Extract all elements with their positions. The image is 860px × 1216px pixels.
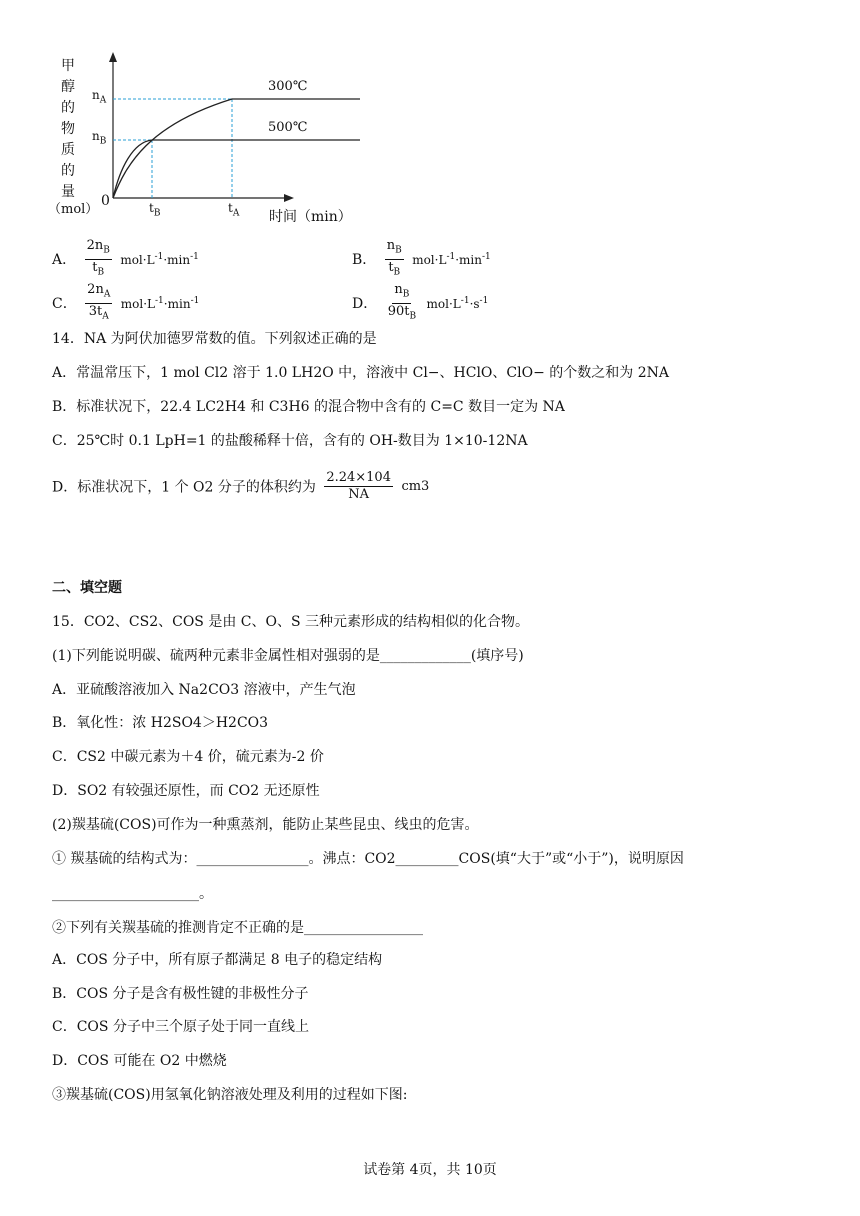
q15-part2-1: ① 羰基硫的结构式为：________________。沸点：CO2_________COS(填“大于”或“小于”)，说明原因 — [52, 851, 684, 867]
q15-part2-2-b: B．COS 分子是含有极性键的非极性分子 — [52, 986, 309, 1002]
q15-stem: 15．CO2、CS2、COS 是由 C、O、S 三种元素形成的结构相似的化合物。 — [52, 614, 530, 630]
q15-part1-b: B．氧化性：浓 H2SO4＞H2CO3 — [52, 715, 269, 731]
q15-part2-2: ②下列有关羰基硫的推测肯定不正确的是_________________ — [52, 920, 423, 936]
q15-part1-c: C．CS2 中碳元素为＋4 价，硫元素为-2 价 — [52, 749, 324, 765]
q15-part2-2-d: D．COS 可能在 O2 中燃烧 — [52, 1053, 227, 1069]
section-title: 二、填空题 — [52, 580, 122, 596]
q15-part2-3: ③羰基硫(COS)用氢氧化钠溶液处理及利用的过程如下图: — [52, 1087, 408, 1103]
graph — [48, 50, 368, 225]
q13-option-a: A． $\frac{2n_B}{t_B}$ $mol\cdot L^{-1}\cdot\min^{-1}$ — [52, 238, 199, 278]
q15-part1: (1)下列能说明碳、硫两种元素非金属性相对强弱的是_____________(填序号) — [52, 648, 524, 664]
page-footer: 试卷第 4页，共 10页 — [363, 1162, 497, 1178]
q15-part2-2-a: A．COS 分子中，所有原子都满足 8 电子的稳定结构 — [52, 952, 383, 968]
q14-option-a: A．常温常压下，1 mol Cl2 溶于 1.0 LH2O 中，溶液中 Cl−、HClO、ClO− 的个数之和为 2NA — [52, 365, 669, 381]
q15-part1-d: D．SO2 有较强还原性，而 CO2 无还原性 — [52, 783, 320, 799]
q13-option-d: D． $\frac{n_B}{90t_B}$ $mol\cdot L^{-1}\cdot s^{-1}$ — [352, 282, 489, 322]
q14-option-d: D．标准状况下，1 个 O2 分子的体积约为 $\frac{2.24\times 104}{NA}$ cm3 — [52, 470, 430, 502]
q13-option-b: B． $\frac{n_B}{t_B}$ $mol\cdot L^{-1}\cdot\min^{-1}$ — [352, 238, 491, 278]
q15-part2-1-cont: _____________________。 — [52, 886, 213, 902]
n-a-tick: $n_A$ — [92, 88, 107, 106]
y-axis-label: 甲醇的物质的量 — [61, 58, 75, 200]
x-axis-label: 时间（min） — [269, 209, 352, 225]
q14-option-c: C．25℃时 0.1 LpH=1 的盐酸稀释十倍，含有的 OH-数目为 1×10-12NA — [52, 433, 528, 449]
n-b-tick: $n_B$ — [92, 129, 107, 147]
curve-500-label: 500℃ — [268, 120, 308, 135]
q14-stem: 14．NA 为阿伏加德罗常数的值。下列叙述正确的是 — [52, 331, 377, 347]
y-axis-unit: （mol） — [48, 202, 99, 217]
origin-label: 0 — [101, 193, 110, 209]
q15-part2-2-c: C．COS 分子中三个原子处于同一直线上 — [52, 1019, 309, 1035]
q14-option-b: B．标准状况下，22.4 LC2H4 和 C3H6 的混合物中含有的 C=C 数目一定为 NA — [52, 399, 565, 415]
q15-part2: (2)羰基硫(COS)可作为一种熏蒸剂，能防止某些昆虫、线虫的危害。 — [52, 817, 479, 833]
curve-300-label: 300℃ — [268, 79, 308, 94]
q15-part1-a: A．亚硫酸溶液加入 Na2CO3 溶液中，产生气泡 — [52, 682, 356, 698]
t-a-tick: $t_A$ — [228, 201, 240, 219]
q13-option-c: C． $\frac{2n_A}{3t_A}$ $mol\cdot L^{-1}\cdot\min^{-1}$ — [52, 282, 200, 322]
t-b-tick: $t_B$ — [149, 201, 161, 219]
